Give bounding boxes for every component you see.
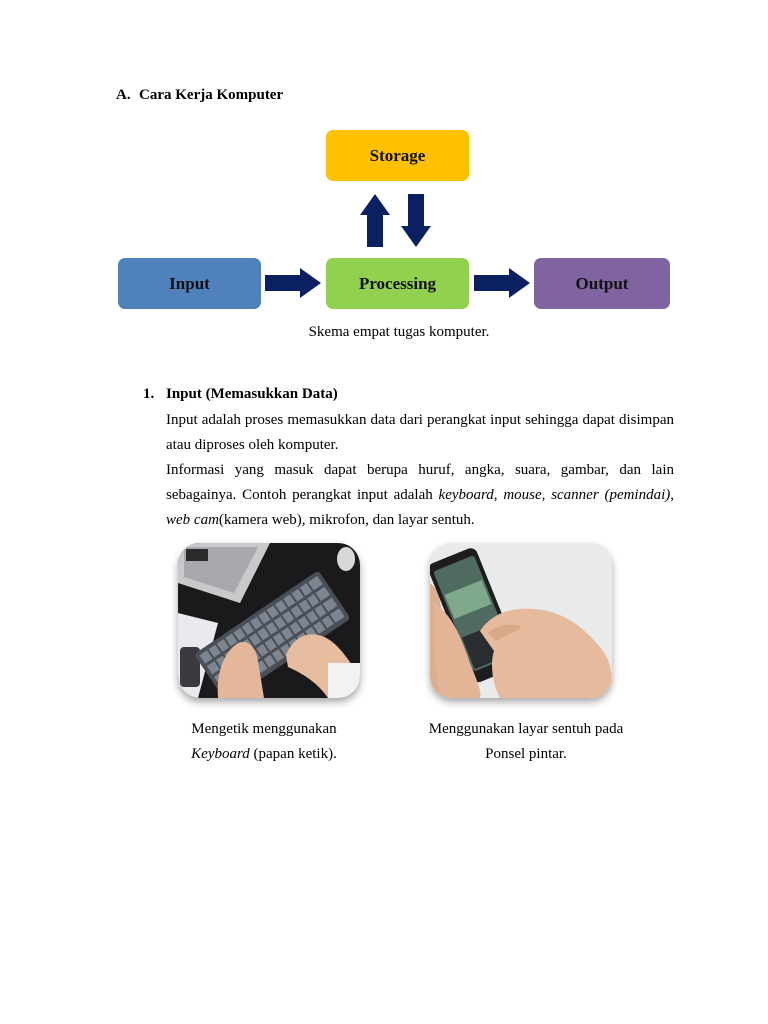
- processing-box: [326, 258, 469, 309]
- para2-text-end: (kamera web), mikrofon, dan layar sentuh.: [218, 512, 475, 528]
- term-webcam: web cam: [166, 512, 219, 528]
- keyboard-caption-line1: Mengetik menggunakan: [191, 721, 337, 737]
- term-mouse: mouse: [503, 487, 542, 503]
- paragraph-input-definition: Input adalah proses memasukkan data dari perangkat input sehingga dapat disimpan atau diproses oleh komputer.: [166, 412, 674, 453]
- para2-sep: ,: [493, 487, 504, 503]
- input-box: [118, 258, 261, 309]
- para2-text: Informasi yang masuk dapat berupa huruf, angka, suara, gambar, dan lain sebagainya. Contoh perangkat input adalah: [166, 462, 674, 503]
- phone-photo: [430, 543, 612, 698]
- keyboard-caption-rest: (papan ketik).: [249, 746, 337, 762]
- arrow-right-icon: [265, 268, 321, 298]
- phone-caption: [418, 717, 634, 767]
- term-scanner: scanner (pemindai): [551, 487, 671, 503]
- heading-title: Cara Kerja Komputer: [139, 87, 284, 103]
- section-title: [143, 386, 338, 403]
- processing-label: Processing: [358, 273, 437, 293]
- paragraph-input-examples: [166, 458, 674, 533]
- storage-box: [326, 130, 469, 181]
- output-box: [534, 258, 670, 309]
- keyboard-caption-term: Keyboard: [191, 746, 250, 762]
- section-heading: [116, 87, 283, 104]
- arrow-down-icon: [401, 194, 431, 247]
- arrow-up-icon: [360, 194, 390, 247]
- para2-sep: ,: [670, 487, 675, 503]
- diagram-caption: Skema empat tugas komputer.: [308, 324, 490, 340]
- term-keyboard: keyboard: [438, 487, 494, 503]
- phone-caption-line2: Ponsel pintar.: [485, 746, 567, 762]
- output-label: Output: [575, 273, 629, 293]
- keyboard-photo: [178, 543, 360, 698]
- keyboard-caption: [176, 717, 352, 767]
- input-label: Input: [169, 273, 210, 293]
- arrow-right-icon: [474, 268, 530, 298]
- section-title-text: Input (Memasukkan Data): [166, 386, 338, 402]
- section-number: 1.: [143, 386, 155, 402]
- storage-label: Storage: [369, 145, 426, 165]
- phone-caption-line1: Menggunakan layar sentuh pada: [428, 721, 624, 737]
- para2-sep: ,: [541, 487, 552, 503]
- heading-number: A.: [116, 87, 131, 103]
